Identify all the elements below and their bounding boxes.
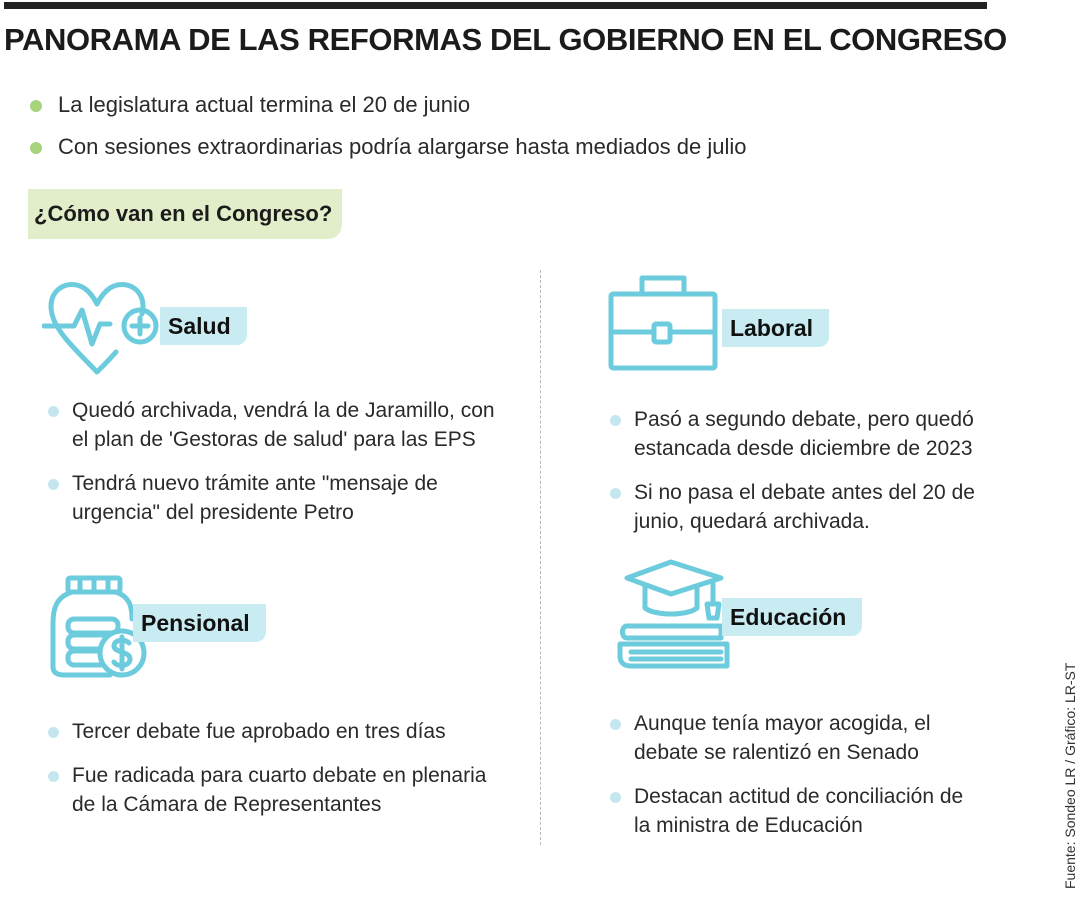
intro-list: [30, 84, 747, 168]
intro-item: [30, 84, 747, 126]
graduation-cap-books-icon: [617, 556, 735, 674]
source-credit: Fuente: Sondeo LR / Gráfico: LR-ST: [1062, 662, 1078, 889]
list-item: [46, 717, 506, 746]
point-text: Destacan actitud de conciliación de la ministra de Educación: [634, 785, 964, 837]
top-rule: [4, 2, 987, 9]
reform-label-educacion: Educación: [722, 598, 862, 636]
list-item: [608, 782, 968, 840]
list-item: [608, 478, 988, 536]
bullet-dot: [610, 488, 621, 499]
bullet-dot: [610, 719, 621, 730]
bullet-dot: [48, 771, 59, 782]
reform-label-pensional: Pensional: [133, 604, 266, 642]
list-item: [608, 709, 968, 767]
laboral-points: [608, 405, 988, 551]
point-text: Si no pasa el debate antes del 20 de junio, quedará archivada.: [634, 481, 975, 533]
bullet-dot: [48, 727, 59, 738]
educacion-points: [608, 709, 968, 855]
section-question: ¿Cómo van en el Congreso?: [28, 189, 342, 239]
bullet-dot: [30, 100, 42, 112]
bullet-dot: [30, 142, 42, 154]
reform-label-salud: Salud: [160, 307, 247, 345]
intro-text: La legislatura actual termina el 20 de junio: [58, 92, 471, 117]
list-item: [46, 469, 496, 527]
bullet-dot: [610, 415, 621, 426]
reform-label-laboral: Laboral: [722, 309, 829, 347]
bullet-dot: [48, 479, 59, 490]
column-divider: [540, 270, 541, 845]
list-item: [608, 405, 988, 463]
list-item: [46, 396, 496, 454]
list-item: [46, 761, 506, 819]
salud-points: [46, 396, 496, 542]
bullet-dot: [610, 792, 621, 803]
pensional-points: [46, 717, 506, 834]
heart-pulse-plus-icon: [42, 280, 162, 380]
point-text: Tendrá nuevo trámite ante "mensaje de urgencia" del presidente Petro: [72, 472, 438, 524]
point-text: Pasó a segundo debate, pero quedó estancada desde diciembre de 2023: [634, 408, 974, 460]
intro-item: [30, 126, 747, 168]
point-text: Fue radicada para cuarto debate en plenaria de la Cámara de Representantes: [72, 764, 487, 816]
page-title: PANORAMA DE LAS REFORMAS DEL GOBIERNO EN EL CONGRESO: [4, 22, 1007, 57]
briefcase-icon: [608, 272, 720, 372]
point-text: Tercer debate fue aprobado en tres días: [72, 720, 446, 743]
bullet-dot: [48, 406, 59, 417]
intro-text: Con sesiones extraordinarias podría alargarse hasta mediados de julio: [58, 134, 747, 159]
point-text: Quedó archivada, vendrá la de Jaramillo, con el plan de 'Gestoras de salud' para las EPS: [72, 399, 495, 451]
point-text: Aunque tenía mayor acogida, el debate se ralentizó en Senado: [634, 712, 931, 764]
